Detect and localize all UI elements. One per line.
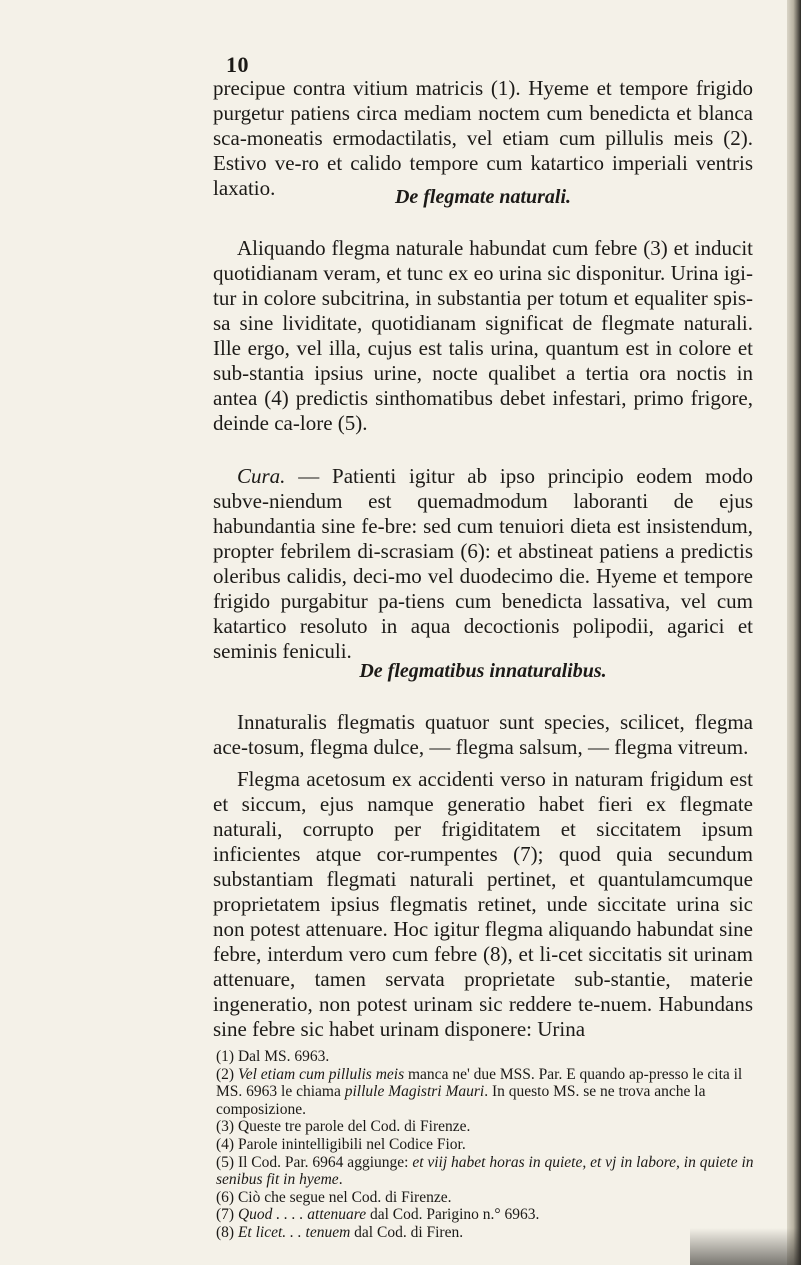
- footnote-6: (6) Ciò che segue nel Cod. di Firenze.: [216, 1188, 452, 1206]
- page-number: 10: [226, 52, 249, 77]
- page-edge-shadow: [787, 0, 801, 1265]
- paragraph-flegma-acetosum: Flegma acetosum ex accidenti verso in naturam frigidum est et siccum, ejus namque generatio habet fieri ex flegmate naturali, corrupto per frigiditatem et siccitatem ipsum inficientes atque cor-rumpentes (7); quod quia secundum substantiam flegmati naturali pertinet, et quantulamcumque proprietatem ipsius flegmatis retinet, unde siccitate urina sic non potest attenuare. Hoc igitur flegma aliquando habundat sine febre, interdum vero cum febre (8), et li-cet siccitatis sit urinam attenuare, tamen servata proprietate sub-stantie, materie ingeneratio, non potest urinam sic reddere te-nuem. Habundans sine febre sic habet urinam disponere: Urina: [213, 767, 753, 1041]
- footnote-5: (5) Il Cod. Par. 6964 aggiunge: et viij habet horas in quiete, et vj in labore, in quiete in senibus fit in hyeme.: [216, 1153, 754, 1189]
- paragraph-cura: [213, 464, 753, 664]
- footnote-2: (2) Vel etiam cum pillulis meis manca ne' due MSS. Par. E quando ap-presso le cita il MS. 6963 le chiama pillule Magistri Mauri. In questo MS. se ne trova anche la composizione.: [216, 1065, 743, 1118]
- footnote-8: (8) Et licet. . . tenuem dal Cod. di Firen.: [216, 1223, 464, 1241]
- corner-shadow: [690, 1228, 801, 1265]
- footnote-4: (4) Parole inintelligibili nel Codice Fior.: [216, 1135, 466, 1153]
- heading-flegmatibus-innaturalibus: De flegmatibus innaturalibus.: [359, 660, 607, 682]
- cura-text: — Patienti igitur ab ipso principio eodem modo subve-niendum est quemadmodum laboranti de ejus habundantia sine fe-bre: sed cum tenuiori dieta est insistendum, propter febrilem di-scrasiam (6): et abstineat patiens a predictis oleribus calidis, deci-mo vel duodecimo die. Hyeme et tempore frigido purgabitur pa-tiens cum benedicta lassativa, vel cum katartico resoluto in aqua decoctionis polipodii, agarici et seminis feniculi.: [213, 464, 753, 663]
- heading-flegmate-naturali: De flegmate naturali.: [394, 186, 572, 208]
- paragraph-species: Innaturalis flegmatis quatuor sunt species, scilicet, flegma ace-tosum, flegma dulce, — flegma salsum, — flegma vitreum.: [213, 710, 753, 759]
- footnote-7: (7) Quod . . . . attenuare dal Cod. Parigino n.° 6963.: [216, 1206, 540, 1224]
- footnote-1: (1) Dal MS. 6963.: [216, 1048, 330, 1065]
- footnotes: [216, 1048, 756, 1242]
- paragraph-flegma-naturale: Aliquando flegma naturale habundat cum febre (3) et inducit quotidianam veram, et tunc ex eo urina sic disponitur. Urina igi-tur in colore subcitrina, in substantia per totum et equaliter spis-sa sine lividitate, quotidianam significat de flegmate naturali. Ille ergo, vel illa, cujus est talis urina, quantum est in colore et sub-stantia ipsius urine, nocte qualibet a tertia ora noctis in antea (4) predictis sinthomatibus debet infestari, primo frigore, deinde ca-lore (5).: [213, 236, 753, 435]
- cura-label: Cura.: [237, 464, 286, 488]
- paragraph-purgation: precipue contra vitium matricis (1). Hyeme et tempore frigido purgetur patiens circa mediam noctem cum benedicta et blanca sca-moneatis ermodactilatis, vel etiam cum pillulis meis (2). Estivo ve-ro et calido tempore cum katartico imperiali ventris laxatio.: [213, 76, 753, 200]
- footnote-3: (3) Queste tre parole del Cod. di Firenze.: [216, 1118, 471, 1136]
